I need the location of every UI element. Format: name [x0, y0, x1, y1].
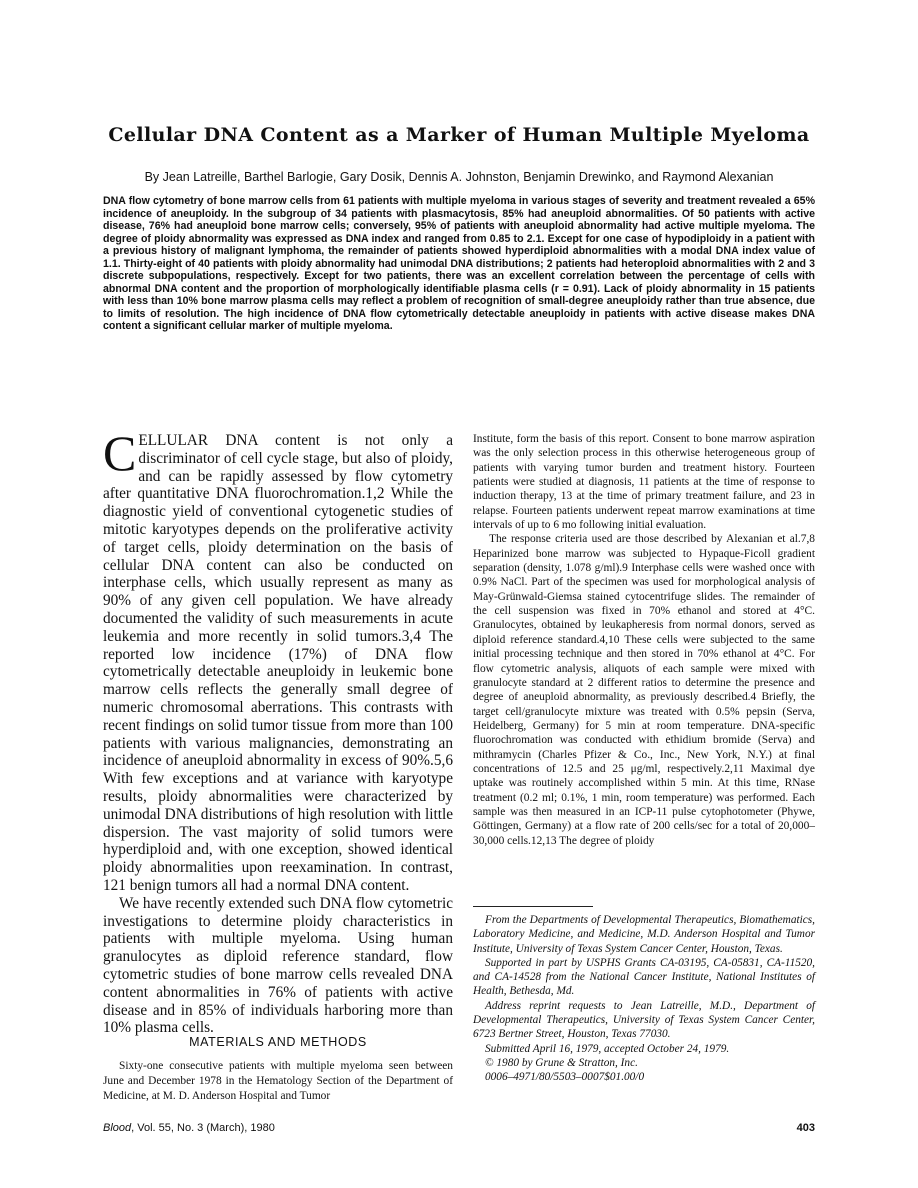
methods-procedure-paragraph: The response criteria used are those described by Alexanian et al.7,8 Heparinized bone marrow was subjected to Hypaque-Ficoll gradient separation (density, 1.078 g/ml).9 Interphase cells were washed once with 0.9% NaCl. Part of the specimen was used for morphological analysis of May-Grünwald-Giemsa stained cytocentrifuge slides. The remainder of the cell suspension was fixed in 70% ethanol and stored at 4°C. Granulocytes, obtained by leukapheresis from normal donors, served as diploid reference standard.4,10 These cells were subjected to the same initial processing technique and then stored in 70% ethanol at 4°C. For flow cytometric analysis, aliquots of each sample were mixed with granulocyte standard at 2 different ratios to determine the presence and degree of aneuploid abnormality, as previously described.4 Briefly, the target cell/granulocyte mixture was treated with 0.5% pepsin (Serva, Heidelberg, Germany) for 5 min at room temperature. DNA-specific fluorochromation was conducted with ethidium bromide (Serva) and mithramycin (Charles Pfizer & Co., Inc., New York, N.Y.) at final concentrations of 12.5 and 25 μg/ml, respectively.2,11 Maximal dye uptake was routinely accomplished within 5 min. At this time, RNase treatment (0.2 ml; 0.1%, 1 min, room temperature) was performed. Each sample was then measured in an ICP-11 pulse cytophotometer (Phywe, Göttingen, Germany) at a flow rate of 200 cells/sec for a total of 20,000–30,000 cells.12,13 The degree of ploidy: [473, 533, 815, 847]
author-list: By Jean Latreille, Barthel Barlogie, Gary Dosik, Dennis A. Johnston, Benjamin Drewinko, and Raymond Alexanian: [144, 170, 774, 184]
journal-issue: , Vol. 55, No. 3 (March), 1980: [131, 1122, 275, 1134]
second-paragraph: We have recently extended such DNA flow cytometric investigations to determine ploidy characteristics in patients with multiple myeloma. Using human granulocytes as diploid reference standard, flow cytometric studies of bone marrow cells revealed DNA content abnormalities in 76% of patients with active disease and in 85% of individuals harboring more than 10% plasma cells.: [103, 894, 453, 1037]
section-heading-methods: MATERIALS AND METHODS: [189, 1035, 367, 1049]
article-title: Cellular DNA Content as a Marker of Human Multiple Myeloma: [108, 124, 810, 146]
footnote-affiliation: From the Departments of Developmental Therapeutics, Biomathematics, Laboratory Medicine, and Medicine, M.D. Anderson Hospital and Tumor Institute, University of Texas System Cancer Center, Houston, Texas.: [473, 914, 815, 955]
footnote-support: Supported in part by USPHS Grants CA-03195, CA-05831, CA-11520, and CA-14528 from the National Cancer Institute, National Institutes of Health, Bethesda, Md.: [473, 956, 815, 998]
journal-name: Blood: [103, 1122, 132, 1134]
intro-text: ELLULAR DNA content is not only a discriminator of cell cycle stage, but also of ploidy, and can be rapidly assessed by flow cytometry after quantitative DNA fluorochromation.1,2 While the diagnostic yield of conventional cytogenetic studies of mitotic karyotypes depends on the proliferative activity of target cells, ploidy determination on the basis of cellular DNA content can also be conducted on interphase cells, which usually represent as many as 90% of any given cell population. We have already documented the validity of such measurements in acute leukemia and more recently in solid tumors.3,4 The reported low incidence (17%) of DNA flow cytometrically detectable aneuploidy in leukemic bone marrow cells reflects the generally small degree of numeric chromosomal aberrations. This contrasts with recent findings on solid tumor tissue from more than 100 patients with various malignancies, demonstrating an incidence of aneuploid abnormality in excess of 90%.5,6 With few exceptions and at variance with karyotype results, ploidy abnormalities were characterized by unimodal DNA distributions of high resolution with little dispersion. The vast majority of solid tumors were hyperdiploid and, with one exception, showed identical ploidy abnormalities upon reexamination. In contrast, 121 benign tumors all had a normal DNA content.: [103, 432, 453, 894]
footnote-divider: [473, 906, 593, 907]
methods-continued-paragraph: Institute, form the basis of this report. Consent to bone marrow aspiration was the only selection process in this otherwise heterogeneous group of patients with varying tumor burden and treatment history. Fourteen patients were studied at diagnosis, 11 patients at the time of response to induction therapy, 13 at the time of primary treatment failure, and 23 in relapse. Fourteen patients underwent repeat marrow examinations at time intervals of up to 6 mo following initial evaluation.: [473, 433, 815, 532]
intro-paragraph: [103, 425, 453, 895]
right-column: [473, 432, 815, 848]
page-number: 403: [796, 1122, 815, 1134]
footnotes: [473, 913, 815, 1085]
footnote-submitted: Submitted April 16, 1979, accepted October 24, 1979.: [485, 1042, 730, 1055]
footnote-address: Address reprint requests to Jean Latreille, M.D., Department of Developmental Therapeutics, University of Texas System Cancer Center, 6723 Bertner Street, Houston, Texas 77030.: [473, 999, 815, 1041]
footnote-copyright: © 1980 by Grune & Stratton, Inc.: [485, 1056, 638, 1069]
methods-paragraph: Sixty-one consecutive patients with multiple myeloma seen between June and December 1978 in the Hematology Section of the Department of Medicine, at M. D. Anderson Hospital and Tumor: [103, 1060, 453, 1102]
left-column: [103, 425, 453, 1037]
footnote-code: 0006–4971/80/5503–0007$01.00/0: [485, 1071, 645, 1084]
abstract: DNA flow cytometry of bone marrow cells from 61 patients with multiple myeloma in various stages of severity and treatment revealed a 65% incidence of aneuploidy. In the subgroup of 34 patients with plasmacytosis, 85% had aneuploid abnormalities. Of 50 patients with active disease, 76% had aneuploid bone marrow cells; conversely, 95% of patients with aneuploid abnormality had active multiple myeloma. The degree of ploidy abnormality was expressed as DNA index and ranged from 0.85 to 2.1. Except for one case of hypodiploidy in a patient with a previous history of malignant lymphoma, the remainder of patients showed hyperdiploid abnormalities with a modal DNA index value of 1.1. Thirty-eight of 40 patients with ploidy abnormality had unimodal DNA distributions; 2 patients had heteroploid abnormalities with 2 and 3 discrete subpopulations, respectively. Except for two patients, there was an excellent correlation between the percentage of cells with abnormal DNA content and the proportion of morphologically identifiable plasma cells (r = 0.91). Lack of ploidy abnormality in 15 patients with less than 10% bone marrow plasma cells may reflect a problem of recognition of small-degree aneuploidy rather than true absence, due to limits of resolution. The high incidence of DNA flow cytometrically detectable aneuploidy in patients with active disease makes DNA content a significant cellular marker of multiple myeloma.: [103, 195, 815, 332]
journal-citation: [103, 1122, 275, 1134]
drop-cap: C: [103, 425, 137, 481]
